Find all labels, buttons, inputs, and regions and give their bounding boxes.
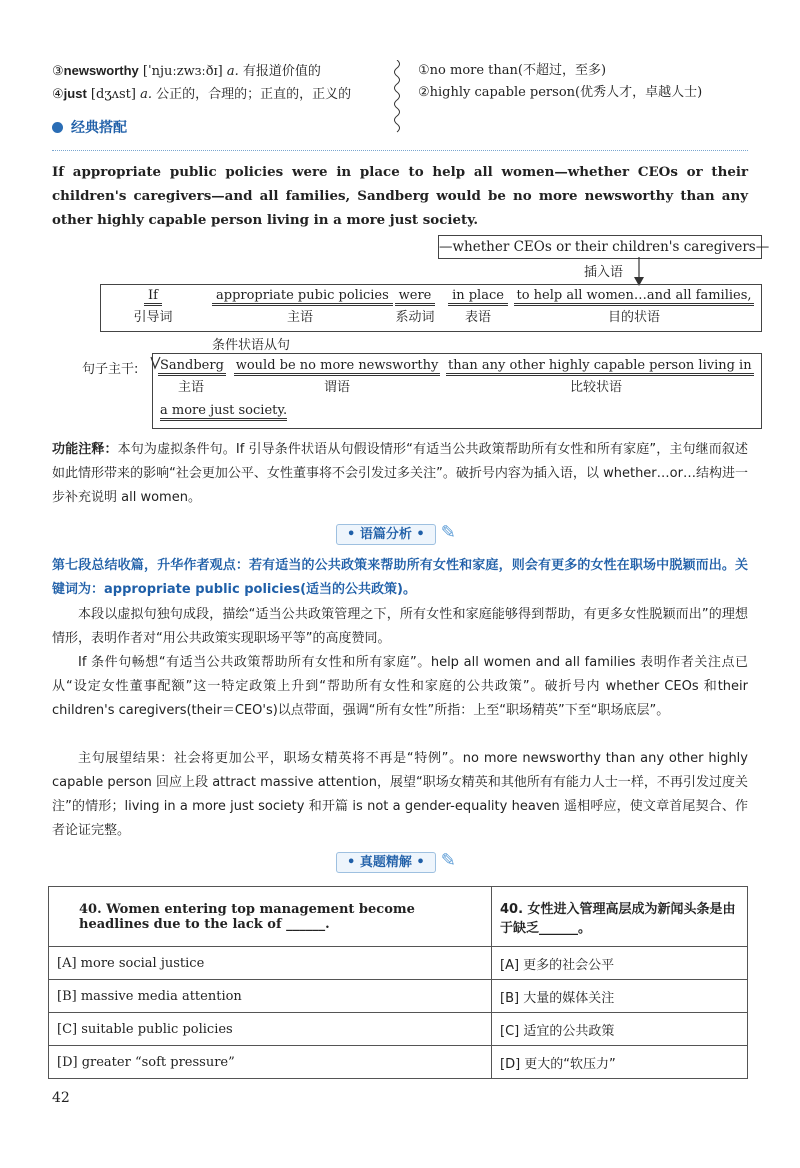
main-label: 句子主干: [82, 362, 139, 377]
dotted-divider [52, 150, 748, 151]
quill-icon: ✎ [440, 522, 456, 543]
table-row [49, 947, 748, 980]
vocab-word: just [63, 86, 87, 101]
option-en: [C] suitable public policies [49, 1013, 492, 1046]
vocab-word: newsworthy [63, 63, 139, 78]
quiz-badge: • 真题精解 • ✎ [336, 850, 456, 871]
main-word: Sandberg 主语 [160, 358, 224, 395]
analysis-para: If 条件句畅想“有适当公共政策帮助所有女性和所有家庭”。help all women and all families 表明作者关注点已从“设定女性董事配额”这一特定政策上升到“帮助所有女性和家庭的公共政策”。破折号内 whether CEOs 和their children's caregivers(their＝CEO's)以点带面，强调“所有女性”所指：上至“职场精英”下至“职场底层”。 [52, 655, 748, 718]
clause-word: appropriate pubic policies 主语 [212, 288, 388, 325]
page-number: 42 [52, 1090, 70, 1106]
section-title: 经典搭配 [52, 117, 127, 137]
clause-label: 条件状语从句 [212, 338, 291, 353]
option-en: [A] more social justice [49, 947, 492, 980]
bullet-dot-icon [52, 122, 63, 133]
phrase-item: ①no more than(不超过，至多) [418, 63, 607, 78]
table-row [49, 887, 748, 947]
option-zh: [D] 更大的“软压力” [492, 1046, 748, 1079]
zigzag-divider [392, 60, 402, 134]
vocab-right [418, 60, 748, 104]
main-word-cont: a more just society. [160, 403, 287, 418]
question-en: 40. Women entering top management become headlines due to the lack of ______. [49, 887, 492, 947]
analysis-summary: 第七段总结收篇，升华作者观点：若有适当的公共政策来帮助所有女性和家庭，则会有更多的女性在职场中脱颖而出。关键词为：appropriate public policies(适当的公共政策)。 [52, 558, 748, 597]
quill-icon: ✎ [440, 850, 456, 871]
option-zh: [A] 更多的社会公平 [492, 947, 748, 980]
table-row [49, 1046, 748, 1079]
vocab-item: ④just [dʒʌst] a. 公正的，合理的；正直的，正义的 [52, 86, 352, 102]
question-zh: 40. 女性进入管理高层成为新闻头条是由于缺乏______。 [492, 887, 748, 947]
option-en: [D] greater “soft pressure” [49, 1046, 492, 1079]
clause-word: to help all women…and all families, 目的状语 [516, 288, 752, 325]
phrase-item: ②highly capable person(优秀人才，卓越人士) [418, 85, 703, 100]
option-en: [B] massive media attention [49, 980, 492, 1013]
insert-box: —whether CEOs or their children's caregivers— [438, 235, 762, 259]
arrow-down-icon [632, 257, 646, 287]
main-word: would be no more newsworthy 谓语 [235, 358, 439, 395]
main-word: than any other highly capable person living in 比较状语 [448, 358, 752, 395]
analysis-para: 主句展望结果：社会将更加公平，职场女精英将不再是“特例”。no more newsworthy than any other highly capable person 回应上段 attract massive attention，展望“职场女精英和其他所有有能力人士一样，不再引发过度关注”的情形；living in a more just society 和开篇 is not a gender-equality heaven 遥相呼应，使文章首尾契合、作者论证完整。 [52, 751, 748, 838]
clause-word: were 系动词 [395, 288, 435, 325]
clause-word: in place 表语 [448, 288, 508, 325]
table-row [49, 980, 748, 1013]
table-row [49, 1013, 748, 1046]
function-note: 功能注释：本句为虚拟条件句。If 引导条件状语从句假设情形“有适当公共政策帮助所有女性和所有家庭”，主句继而叙述如此情形带来的影响“社会更加公平、女性董事将不会引发过多关注”。破折号内容为插入语，以 whether…or…结构进一步补充说明 all women。 [52, 442, 748, 505]
insert-label: 插入语 [584, 265, 624, 280]
analysis-para: 本段以虚拟句独句成段，描绘“适当公共政策管理之下，所有女性和家庭能够得到帮助，有更多女性脱颖而出”的理想情形，表明作者对“用公共政策实现职场平等”的高度赞同。 [52, 607, 748, 646]
option-zh: [B] 大量的媒体关注 [492, 980, 748, 1013]
option-zh: [C] 适宜的公共政策 [492, 1013, 748, 1046]
clause-word: If 引导词 [133, 288, 173, 325]
quiz-table [48, 886, 748, 1079]
key-sentence: If appropriate public policies were in place to help all women—whether CEOs or their children's caregivers—and all families, Sandberg would be no more newsworthy than any other highly capable person living in a more just society. [52, 164, 748, 228]
vocab-item: ③newsworthy [ˈnjuːzwɜːðɪ] a. 有报道价值的 [52, 63, 321, 79]
analysis-badge: • 语篇分析 • ✎ [336, 522, 456, 543]
vocab-left [52, 60, 392, 106]
